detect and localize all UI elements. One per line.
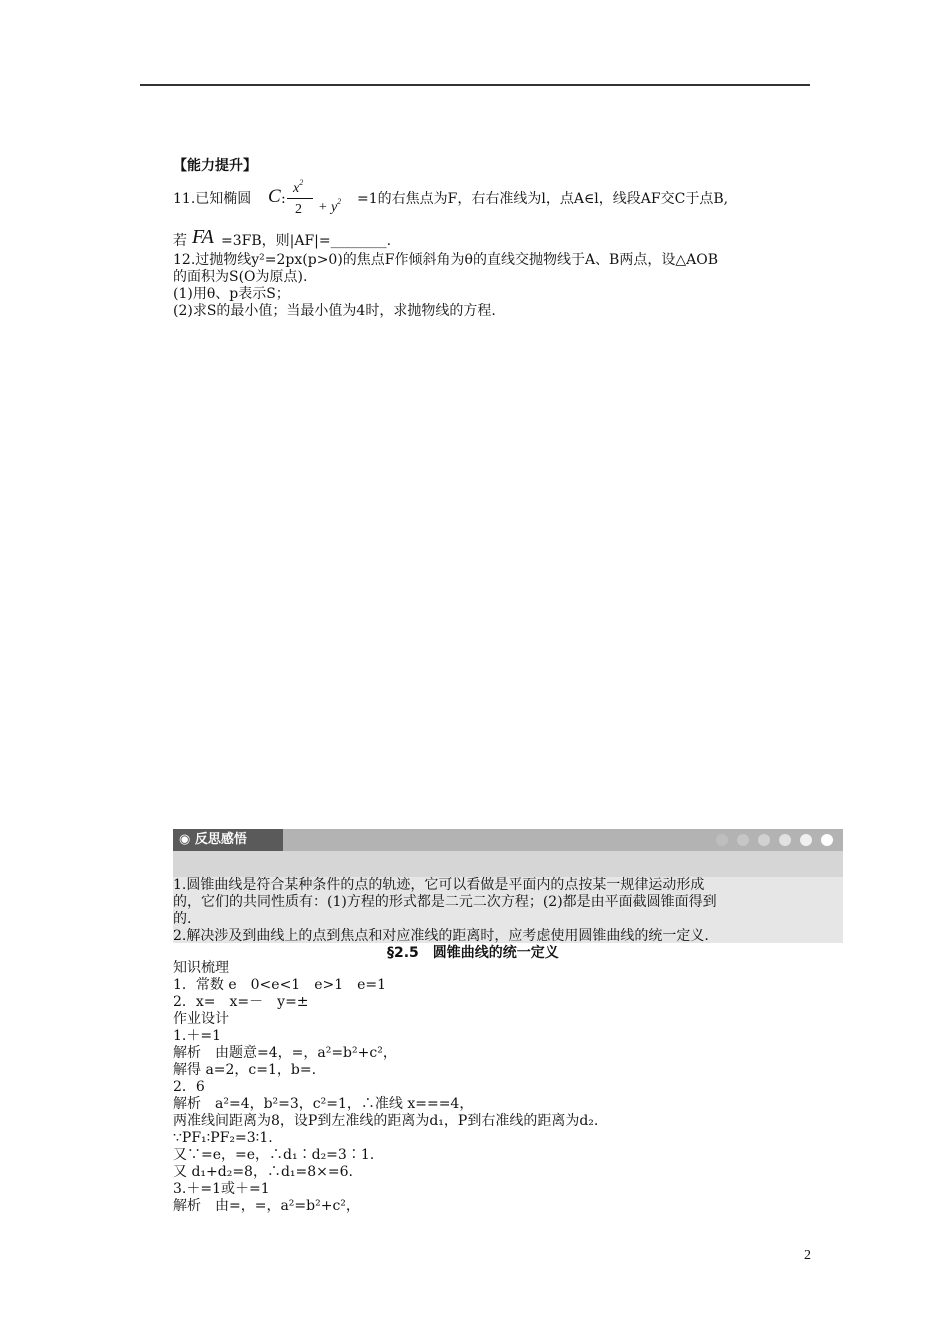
ability-heading: 【能力提升】: [173, 158, 257, 174]
page-number: 2: [804, 1248, 811, 1263]
answer-2-line5: 又 d₁+d₂=8，∴d₁=8×=6.: [173, 1164, 353, 1180]
answer-2-line2: 两准线间距离为8，设P到左准线的距离为d₁，P到右准线的距离为d₂.: [173, 1113, 599, 1129]
q12-line1: 12.过抛物线y²=2px(p>0)的焦点F作倾斜角为θ的直线交抛物线于A、B两点，设△AOB: [173, 252, 718, 268]
banner-dot-icon: [716, 834, 728, 846]
q12-line3: (1)用θ、p表示S；: [173, 286, 290, 302]
q11-ellipse-name: C: [268, 186, 281, 207]
reflection-banner: [173, 829, 843, 851]
q11-frac-num: $x^2$: [293, 178, 304, 196]
answer-3-analysis: 解析 由=，=，a²=b²+c²，: [173, 1198, 360, 1214]
header-rule: [140, 84, 810, 86]
q11-plus-y: + $y^2$: [318, 197, 342, 215]
homework-heading: 作业设计: [173, 1011, 229, 1027]
answer-1: 1.＋=1: [173, 1028, 221, 1044]
q11-prefix: 11.已知椭圆: [173, 191, 252, 207]
q12-line4: (2)求S的最小值；当最小值为4时，求抛物线的方程.: [173, 303, 496, 319]
q11-vector-fa: FA: [192, 226, 214, 248]
q11-line1: [173, 191, 251, 208]
reflection-banner-tab: [173, 829, 283, 851]
banner-dot-icon: [800, 834, 812, 846]
q12-line2: 的面积为S(O为原点).: [173, 269, 308, 285]
answer-2: 2．6: [173, 1079, 205, 1095]
banner-dots: [716, 834, 833, 846]
bullet-circle-icon: ◉: [179, 832, 191, 847]
q11-line2: [173, 233, 187, 250]
q11-line2-prefix: 若: [173, 233, 187, 249]
q11-rest: =1的右焦点为F，右右准线为l，点A∈l，线段AF交C于点B,: [357, 191, 729, 207]
knowledge-item-1: 1．常数 e 0<e<1 e>1 e=1: [173, 977, 387, 993]
reflection-banner-label: 反思感悟: [194, 832, 247, 847]
answer-3: 3.＋=1或＋=1: [173, 1181, 270, 1197]
section-title: §2.5 圆锥曲线的统一定义: [387, 945, 559, 961]
q11-line2-rest: =3FB，则|AF|=________.: [221, 233, 392, 249]
answer-2-line4: 又∵=e，=e，∴d₁∶d₂=3∶1.: [173, 1147, 375, 1163]
answer-1-analysis: 解析 由题意=4，=，a²=b²+c²，: [173, 1045, 397, 1061]
q11-frac-bar: [287, 198, 313, 199]
answer-2-line3: ∵PF₁∶PF₂=3∶1.: [173, 1130, 273, 1146]
q11-frac-den: 2: [295, 202, 302, 217]
q11-fraction: [287, 178, 313, 224]
banner-dot-icon: [758, 834, 770, 846]
answer-2-analysis: 解析 a²=4，b²=3，c²=1，∴准线 x===4，: [173, 1096, 474, 1112]
knowledge-heading: 知识梳理: [173, 960, 229, 976]
knowledge-item-2: 2．x= x=－ y=±: [173, 994, 309, 1010]
answer-1-solve: 解得 a=2，c=1，b=.: [173, 1062, 317, 1078]
q11-colon: :: [281, 191, 286, 207]
banner-dot-icon: [779, 834, 791, 846]
reflection-p1-line3: 的.: [173, 911, 192, 927]
banner-dot-icon: [737, 834, 749, 846]
reflection-p2: 2.解决涉及到曲线上的点到焦点和对应准线的距离时，应考虑使用圆锥曲线的统一定义.: [173, 928, 709, 944]
reflection-p1-line2: 的，它们的共同性质有：(1)方程的形式都是二元二次方程；(2)都是由平面截圆锥面得到: [173, 894, 717, 910]
banner-dot-icon: [821, 834, 833, 846]
reflection-p1-line1: 1.圆锥曲线是符合某种条件的点的轨迹，它可以看做是平面内的点按某一规律运动形成: [173, 877, 705, 893]
